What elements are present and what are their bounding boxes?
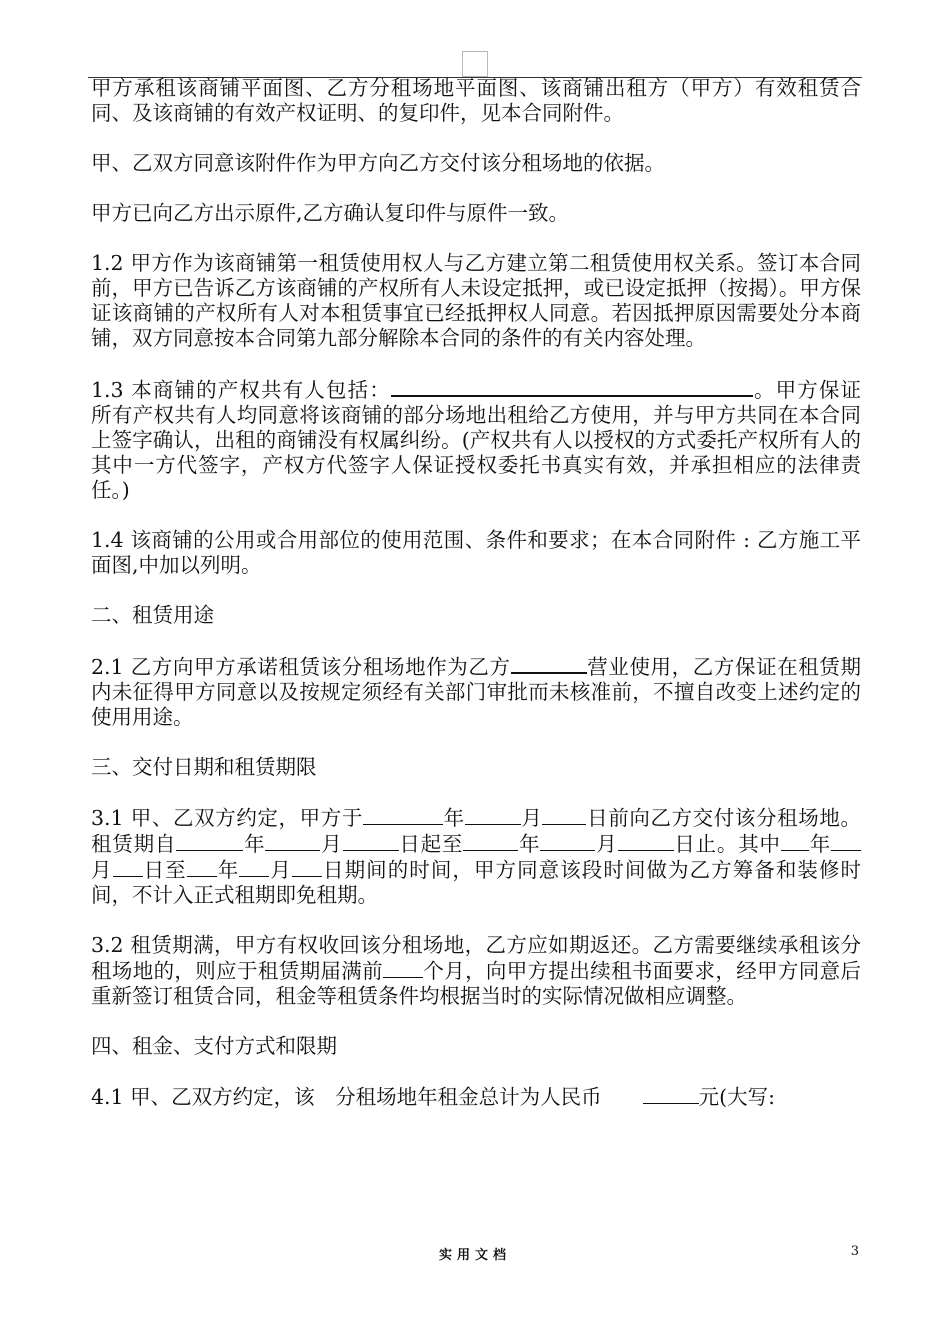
header-box xyxy=(462,51,488,77)
free-start-month-blank[interactable] xyxy=(831,831,861,851)
clause-1-4: 1.4 该商铺的公用或合用部位的使用范围、条件和要求；在本合同附件 : 乙方施工平面图,中加以列明。 xyxy=(91,528,861,577)
clause-3-2-body: 个月，向甲方提出续租书面要求，经甲方同意后重新签订租赁合同，租金等租赁条件均根据当时的实际情况做相应调整。 xyxy=(91,959,861,1008)
clause-2-1-intro: 2.1 乙方向甲方承诺租赁该分租场地作为乙方 xyxy=(91,655,511,679)
clause-3-1-intro: 3.1 甲、乙双方约定，甲方于 xyxy=(91,806,364,830)
month-label: 月 xyxy=(595,832,618,856)
year-label: 年 xyxy=(243,832,266,856)
delivery-month-blank[interactable] xyxy=(465,805,521,825)
paragraph-attachment-basis: 甲、乙双方同意该附件作为甲方向乙方交付该分租场地的依据。 xyxy=(91,151,665,175)
free-start-day-blank[interactable] xyxy=(113,857,143,877)
renewal-months-blank[interactable] xyxy=(383,958,423,978)
clause-1-2: 1.2 甲方作为该商铺第一租赁使用权人与乙方建立第二租赁使用权关系。签订本合同前，甲方已告诉乙方该商铺的产权所有人未设定抵押，或已设定抵押（按揭）。甲方保证该商铺的产权所有人对本租赁事宜已经抵押权人同意。若因抵押原因需要处分本商铺，双方同意按本合同第九部分解除本合同的条件的有关内容处理。 xyxy=(91,251,861,350)
paragraph-originals: 甲方已向乙方出示原件,乙方确认复印件与原件一致。 xyxy=(91,201,570,225)
lease-end-month-blank[interactable] xyxy=(540,831,595,851)
lease-start-day-blank[interactable] xyxy=(343,831,399,851)
page-number: 3 xyxy=(850,1244,859,1259)
free-end-year-blank[interactable] xyxy=(187,857,217,877)
clause-1-3 xyxy=(91,376,861,503)
free-start-year-blank[interactable] xyxy=(781,831,809,851)
lease-start-year-blank[interactable] xyxy=(176,831,243,851)
clause-2-1 xyxy=(91,653,861,730)
month-label: 月 xyxy=(320,832,343,856)
clause-4-1 xyxy=(91,1084,861,1110)
section-heading-purpose: 二、租赁用途 xyxy=(91,603,214,627)
business-type-blank[interactable] xyxy=(511,653,587,674)
lease-end-day-blank[interactable] xyxy=(618,831,674,851)
clause-3-2 xyxy=(91,933,861,1009)
delivery-year-blank[interactable] xyxy=(363,805,443,825)
free-end-day-blank[interactable] xyxy=(292,857,322,877)
lease-start-month-blank[interactable] xyxy=(265,831,320,851)
section-heading-term: 三、交付日期和租赁期限 xyxy=(91,755,317,779)
clause-4-1-intro: 4.1 甲、乙双方约定，该 分租场地年租金总计为人民币 xyxy=(91,1085,643,1109)
month-label: 月 xyxy=(91,858,113,882)
month-label: 月 xyxy=(269,858,292,882)
paragraph-attachments: 甲方承租该商铺平面图、乙方分租场地平面图、该商铺出租方（甲方）有效租赁合同、及该商铺的有效产权证明、的复印件，见本合同附件。 xyxy=(91,76,861,125)
year-label: 年 xyxy=(808,832,831,856)
annual-rent-blank[interactable] xyxy=(643,1084,699,1104)
clause-4-1-tail: 元(大写: xyxy=(698,1085,776,1109)
month-label: 月 xyxy=(520,806,543,830)
lease-start-to-text: 日起至 xyxy=(398,832,464,856)
clause-3-1-tail: 日期间的时间，甲方同意该段时间做为乙方筹备和装修时间，不计入正式租期即免租期。 xyxy=(91,858,862,907)
clause-2-1-body: 营业使用，乙方保证在租赁期内未征得甲方同意以及按规定须经有关部门审批而未核准前，不擅自改变上述约定的使用用途。 xyxy=(91,655,861,729)
lease-end-year-blank[interactable] xyxy=(463,831,518,851)
free-period-to-text: 日至 xyxy=(142,858,187,882)
document-body xyxy=(91,76,861,1135)
co-owner-blank[interactable] xyxy=(391,376,753,397)
clause-1-3-intro: 1.3 本商铺的产权共有人包括： xyxy=(91,378,391,402)
footer-label: 实用文档 xyxy=(438,1248,511,1263)
clause-3-1 xyxy=(91,805,861,908)
section-heading-rent: 四、租金、支付方式和限期 xyxy=(91,1034,337,1058)
year-label: 年 xyxy=(518,832,541,856)
delivery-text: 日前向乙方交付该分租场地。租赁期自 xyxy=(91,806,861,856)
clause-3-2-intro: 3.2 租赁期满，甲方有权收回该分租场地，乙方应如期返还。乙方需要继续承租该分租场地的，则应于租赁期届满前 xyxy=(91,933,861,983)
year-label: 年 xyxy=(443,806,465,830)
delivery-day-blank[interactable] xyxy=(542,805,586,825)
year-label: 年 xyxy=(216,858,240,882)
lease-end-text: 日止。其中 xyxy=(673,832,781,856)
clause-1-3-body: 。甲方保证所有产权共有人均同意将该商铺的部分场地出租给乙方使用，并与甲方共同在本合同上签字确认，出租的商铺没有权属纠纷。(产权共有人以授权的方式委托产权所有人的其中一方代签字，产权方代签字人保证授权委托书真实有效，并承担相应的法律责任。) xyxy=(91,378,862,502)
free-end-month-blank[interactable] xyxy=(239,857,269,877)
